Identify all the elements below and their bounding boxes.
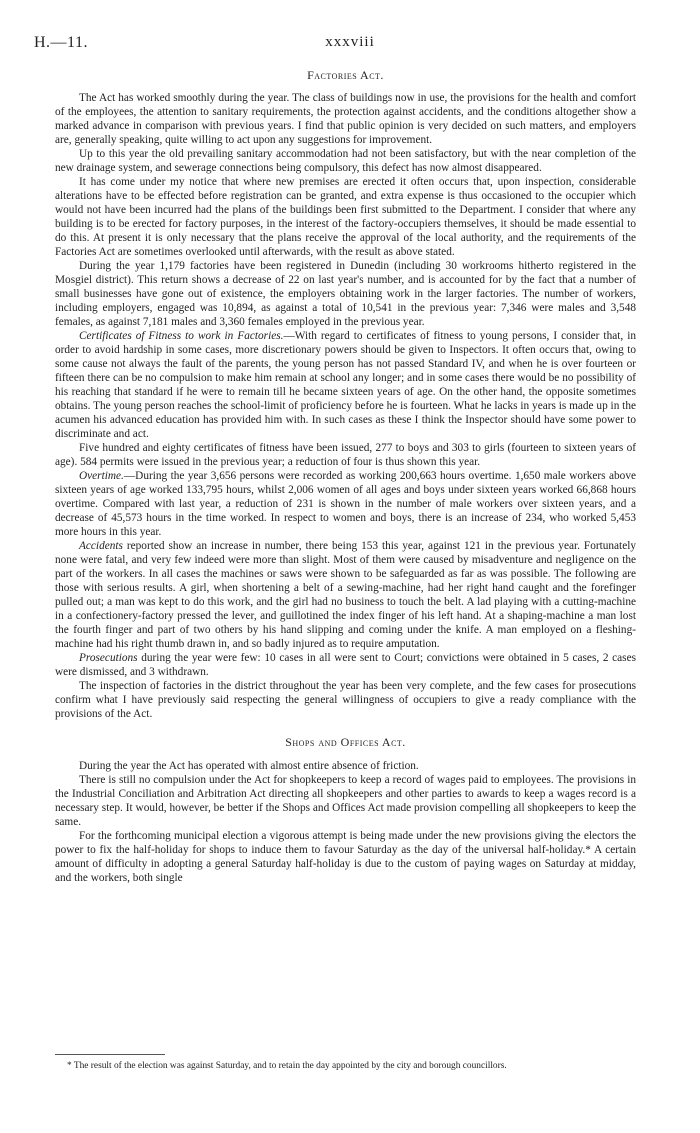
document-id: H.—11. xyxy=(34,34,88,51)
paragraph: Overtime.—During the year 3,656 persons were recorded as working 200,663 hours overtime. 1,650 male workers above sixteen years of age worked 133,795 hours, whilst 2,006 women of all ages and boys under sixteen years worked 66,868 hours overtime. Compared with last year, a reduction of 231 is shown in the number of male workers over sixteen years, and a decrease of 45,573 hours in the time worked. In respect to women and boys, there is an increase of 234, who worked 5,453 more hours in this year. xyxy=(55,470,636,538)
paragraph: During the year the Act has operated with almost entire absence of friction. xyxy=(79,760,419,772)
page-header xyxy=(34,34,666,54)
paragraph: There is still no compulsion under the Act for shopkeepers to keep a record of wages paid to employees. The provisions in the Industrial Conciliation and Arbitration Act directing all shopkeepers and other parties to awards to keep a wages record is a necessary step. It would, however, be better if the Shops and Offices Act made provision compelling all shopkeepers to keep the same. xyxy=(55,774,636,828)
paragraph: It has come under my notice that where new premises are erected it often occurs that, upon inspection, considerable alterations have to be effected before registration can be granted, and extra expense is thus occasioned to the occupier which would not have been incurred had the plans of the buildings been first submitted to the Department. I consider that where any building is to be erected for factory purposes, in the interest of the factory-occupiers themselves, it should be made essential to do this. At present it is only necessary that the plans receive the approval of the local authority, and the requirements of the Factories Act are sometimes overlooked until afterwards, with the result as above stated. xyxy=(55,176,636,258)
paragraph: Five hundred and eighty certificates of fitness have been issued, 277 to boys and 303 to girls (fourteen to sixteen years of age). 584 permits were issued in the previous year; a reduction of four is thus shown this year. xyxy=(55,442,636,468)
paragraph-lead: Overtime. xyxy=(79,470,124,482)
paragraph: Up to this year the old prevailing sanitary accommodation had not been satisfactory, but with the near completion of the new drainage system, and sewerage connections being compulsory, this defect has now almost disappeared. xyxy=(55,148,636,174)
footnote-divider xyxy=(55,1054,165,1055)
paragraph: The Act has worked smoothly during the year. The class of buildings now in use, the provisions for the health and comfort of the employees, the attention to sanitary requirements, the protection against accidents, and the conditions altogether show a marked advance in comparison with previous years. I find that public opinion is very decided on such matters, and employers are, generally speaking, quite willing to act upon any suggestions for improvement. xyxy=(55,92,636,146)
paragraph-lead: Certificates of Fitness to work in Factories. xyxy=(79,330,284,342)
section-title-shops-offices-act: Shops and Offices Act. xyxy=(285,735,406,749)
paragraph: The inspection of factories in the district throughout the year has been very complete, and the few cases for prosecutions confirm what I have previously said respecting the general willingness of occupiers to give a ready compliance with the provisions of the Act. xyxy=(55,680,636,720)
section-title-factories-act: Factories Act. xyxy=(307,68,384,82)
paragraph: Certificates of Fitness to work in Factories.—With regard to certificates of fitness to young persons, I consider that, in order to avoid hardship in some cases, more discretionary powers should be given to Inspectors. It often occurs that, owing to some cause not always the fault of the parents, the young person has not passed Standard IV, and when he is over fourteen or fifteen there can be no compulsion to make him remain at school any longer; and in some cases there would be no possibility of his reaching that standard if he were to remain till he became sixteen years of age. On the other hand, the opposite sometimes obtains. The young person reaches the school-limit of proficiency before he is fourteen. What he lacks in years is made up in the acumen his advanced education has provided him with. In such cases as these I think the Inspector should have some power to discriminate and act. xyxy=(55,330,636,440)
paragraph-lead: Prosecutions xyxy=(79,652,138,664)
paragraph-lead: Accidents xyxy=(79,540,123,552)
paragraph: Prosecutions during the year were few: 10 cases in all were sent to Court; convictions were obtained in 5 cases, 2 cases were dismissed, and 3 withdrawn. xyxy=(55,652,636,678)
page-number: xxxviii xyxy=(325,34,375,50)
footnote: * The result of the election was against Saturday, and to retain the day appointed by the city and borough councillors. xyxy=(67,1061,507,1071)
paragraph: Accidents reported show an increase in number, there being 153 this year, against 121 in the previous year. Fortunately none were fatal, and very few indeed were more than slight. Most of them were caused by misadventure and negligence on the part of the workers. In all cases the machines or saws were shown to be safeguarded as far as was possible. The following are those with serious results. A girl, when shortening a belt of a sewing-machine, had her right hand caught and the forefinger pulled out; a man was kept to do this work, and the girl had no business to touch the belt. A lad playing with a cutting-machine in a confectionery-factory pressed the lever, and guillotined the index finger of his left hand. At a shaping-machine a man lost the fourth finger and part of two others by his hand slipping and coming under the knife. A man employed on a fleshing-machine had his right thumb drawn in, and so badly injured as to require amputation. xyxy=(55,540,636,650)
page-body xyxy=(55,64,636,885)
paragraph: During the year 1,179 factories have been registered in Dunedin (including 30 workrooms hitherto registered in the Mosgiel district). This return shows a decrease of 22 on last year's number, and is accounted for by the fact that a number of small businesses have gone out of existence, the employers obtaining work in the larger factories. The number of workers, including employers, engaged was 10,894, as against a total of 10,541 in the previous year: 7,346 were males and 3,548 females, as against 7,181 males and 3,360 females employed in the previous year. xyxy=(55,260,636,328)
paragraph: For the forthcoming municipal election a vigorous attempt is being made under the new provisions giving the electors the power to fix the half-holiday for shops to induce them to favour Saturday as the day of the universal half-holiday.* A certain amount of difficulty in adopting a general Saturday half-holiday is due to the custom of paying wages on Saturday at midday, and the workers, both single xyxy=(55,830,636,884)
